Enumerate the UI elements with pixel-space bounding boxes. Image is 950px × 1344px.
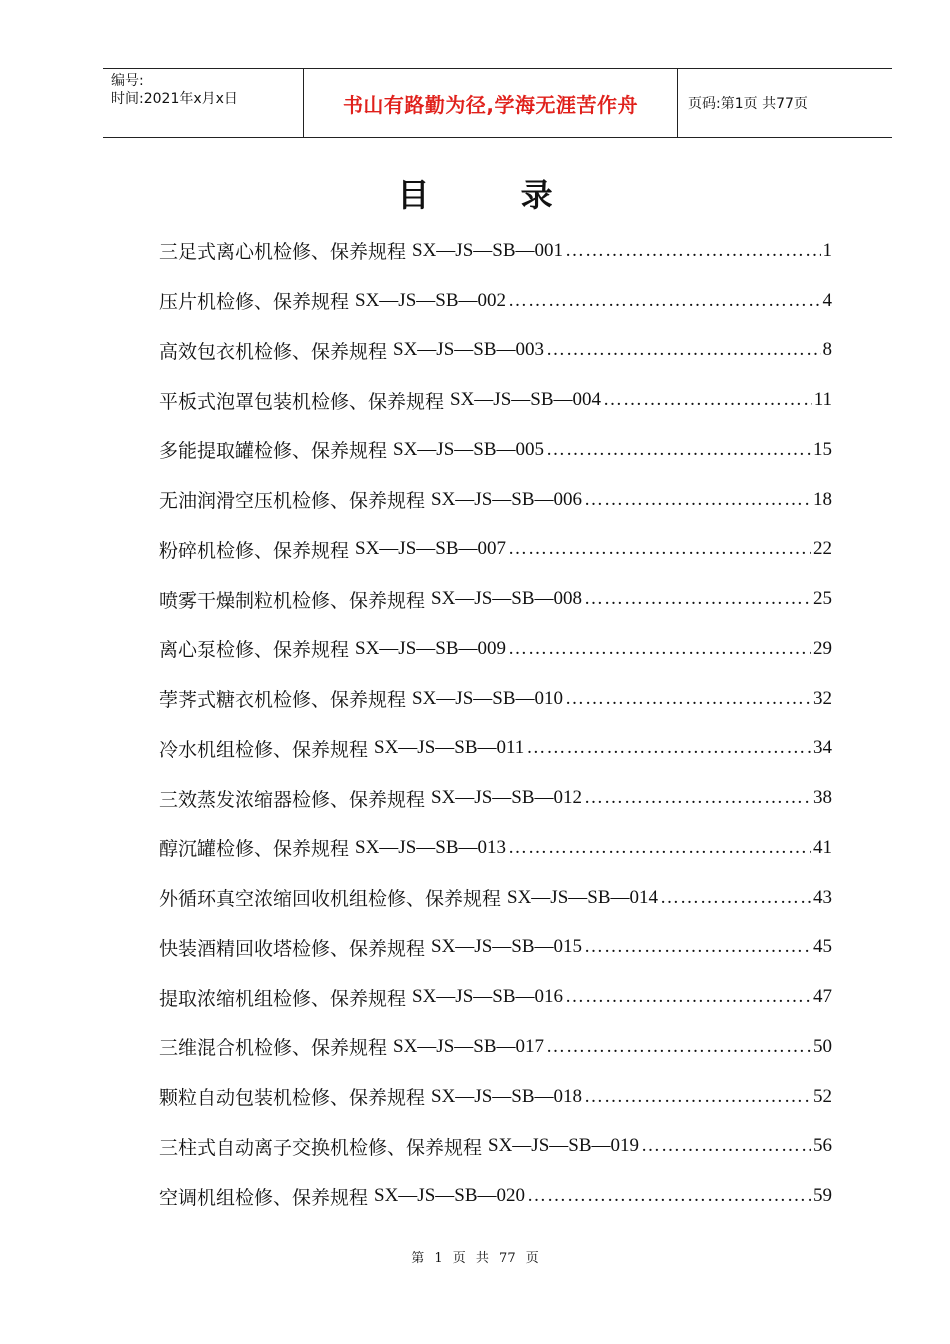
toc-entry-page: 29 (813, 637, 832, 659)
toc-leader-dots (565, 240, 820, 262)
toc-entry-code: SX—JS—SB—017 (393, 1035, 545, 1057)
toc-leader-dots (546, 439, 811, 461)
toc-entry-code: SX—JS—SB—015 (431, 936, 583, 958)
toc-entry-title: 高效包衣机检修、保养规程 (159, 340, 388, 363)
toc-entry-code: SX—JS—SB—012 (431, 787, 583, 809)
toc-entry[interactable] (159, 923, 832, 973)
toc-entry-page: 8 (822, 339, 832, 361)
toc-entry-page: 18 (813, 488, 832, 510)
toc-entry-page: 4 (822, 289, 832, 311)
toc-entry-title: 多能提取罐检修、保养规程 (159, 440, 388, 463)
toc-entry-title: 颗粒自动包装机检修、保养规程 (159, 1087, 426, 1110)
toc-entry-code: SX—JS—SB—009 (355, 637, 507, 659)
toc-entry-title: 快装酒精回收塔检修、保养规程 (159, 937, 426, 960)
toc-entry[interactable] (159, 773, 832, 823)
toc-entry-title: 提取浓缩机组检修、保养规程 (159, 987, 407, 1010)
toc-entry-title: 空调机组检修、保养规程 (159, 1186, 369, 1209)
toc-entry-title: 三柱式自动离子交换机检修、保养规程 (159, 1136, 483, 1159)
toc-leader-dots (508, 290, 820, 312)
toc-entry-page: 43 (813, 886, 832, 908)
toc-entry[interactable] (159, 1022, 832, 1072)
toc-leader-dots (584, 936, 811, 958)
toc-entry-page: 25 (813, 588, 832, 610)
toc-entry-title: 粉碎机检修、保养规程 (159, 539, 350, 562)
toc-leader-dots (527, 1185, 811, 1207)
toc-entry-code: SX—JS—SB—011 (374, 737, 525, 759)
toc-entry-code: SX—JS—SB—013 (355, 836, 507, 858)
toc-leader-dots (641, 1135, 811, 1157)
code-label: 编号: (111, 73, 144, 89)
toc-leader-dots (526, 737, 811, 759)
toc-entry[interactable] (159, 724, 832, 774)
toc-entry-page: 34 (813, 737, 832, 759)
toc-entry-code: SX—JS—SB—004 (450, 389, 602, 411)
toc-entry-code: SX—JS—SB—016 (412, 986, 564, 1008)
toc-entry-page: 45 (813, 936, 832, 958)
toc-leader-dots (584, 1086, 811, 1108)
header-meta (103, 69, 304, 137)
toc-entry[interactable] (159, 873, 832, 923)
toc-entry-title: 醇沉罐检修、保养规程 (159, 838, 350, 861)
toc-entry-code: SX—JS—SB—001 (412, 239, 564, 261)
toc-entry-title: 三足式离心机检修、保养规程 (159, 241, 407, 264)
time-label: 时间:2021年x月x日 (111, 91, 238, 107)
toc-entry-page: 15 (813, 438, 832, 460)
toc-entry[interactable] (159, 574, 832, 624)
toc-entry-page: 56 (813, 1135, 832, 1157)
toc-entry-code: SX—JS—SB—019 (488, 1135, 640, 1157)
toc-entry-code: SX—JS—SB—020 (374, 1185, 526, 1207)
toc-entry[interactable] (159, 674, 832, 724)
toc-entry-code: SX—JS—SB—003 (393, 339, 545, 361)
toc-entry-code: SX—JS—SB—006 (431, 488, 583, 510)
toc-entry-code: SX—JS—SB—002 (355, 289, 507, 311)
toc-leader-dots (546, 339, 820, 361)
toc-entry[interactable] (159, 972, 832, 1022)
page-footer: 第 1 页 共 77 页 (411, 1251, 539, 1266)
page-header (103, 68, 892, 138)
toc-entry[interactable] (159, 375, 832, 425)
toc-leader-dots (546, 1036, 811, 1058)
toc-entry-page: 50 (813, 1035, 832, 1057)
toc-entry-code: SX—JS—SB—008 (431, 588, 583, 610)
toc-entry-title: 无油润滑空压机检修、保养规程 (159, 490, 426, 513)
toc-leader-dots (584, 588, 811, 610)
toc-entry-title: 三维混合机检修、保养规程 (159, 1037, 388, 1060)
toc-entry-page: 38 (813, 787, 832, 809)
toc-entry[interactable] (159, 425, 832, 475)
toc-leader-dots (584, 489, 811, 511)
toc-entry-title: 喷雾干燥制粒机检修、保养规程 (159, 589, 426, 612)
toc-entry[interactable] (159, 1171, 832, 1221)
toc-entry[interactable] (159, 276, 832, 326)
toc-entry[interactable] (159, 326, 832, 376)
toc-leader-dots (508, 538, 811, 560)
toc-entry[interactable] (159, 1122, 832, 1172)
toc-entry-page: 11 (813, 389, 832, 411)
toc-entry[interactable] (159, 624, 832, 674)
toc-entry-title: 压片机检修、保养规程 (159, 291, 350, 314)
toc-entry-code: SX—JS—SB—014 (507, 886, 659, 908)
toc-entry[interactable] (159, 1072, 832, 1122)
toc-entry-title: 平板式泡罩包装机检修、保养规程 (159, 390, 445, 413)
toc-entry-title: 外循环真空浓缩回收机组检修、保养规程 (159, 888, 502, 911)
toc-leader-dots (565, 688, 811, 710)
toc-leader-dots (508, 638, 811, 660)
toc-leader-dots (508, 837, 811, 859)
toc-entry-page: 1 (822, 239, 832, 261)
toc-entry-page: 52 (813, 1085, 832, 1107)
toc-leader-dots (660, 887, 811, 909)
header-page-info: 页码:第1页 共77页 (688, 96, 808, 112)
toc-entry-page: 47 (813, 986, 832, 1008)
toc-entry-page: 22 (813, 538, 832, 560)
toc-entry-page: 32 (813, 687, 832, 709)
toc-entry-title: 荸荠式糖衣机检修、保养规程 (159, 689, 407, 712)
toc-entry-code: SX—JS—SB—010 (412, 687, 564, 709)
toc-entry[interactable] (159, 226, 832, 276)
toc-entry-title: 冷水机组检修、保养规程 (159, 738, 369, 761)
table-of-contents (159, 226, 832, 1221)
page-title: 目 录 (397, 176, 593, 214)
toc-entry-page: 59 (813, 1185, 832, 1207)
toc-entry-title: 离心泵检修、保养规程 (159, 639, 350, 662)
toc-entry-code: SX—JS—SB—007 (355, 538, 507, 560)
toc-entry[interactable] (159, 525, 832, 575)
toc-leader-dots (584, 787, 811, 809)
toc-leader-dots (565, 986, 811, 1008)
header-motto: 书山有路勤为径,学海无涯苦作舟 (304, 69, 678, 137)
toc-entry[interactable] (159, 823, 832, 873)
toc-entry-code: SX—JS—SB—005 (393, 438, 545, 460)
toc-entry-title: 三效蒸发浓缩器检修、保养规程 (159, 788, 426, 811)
toc-entry-code: SX—JS—SB—018 (431, 1085, 583, 1107)
toc-entry-page: 41 (813, 836, 832, 858)
toc-entry[interactable] (159, 475, 832, 525)
toc-leader-dots (603, 389, 812, 411)
